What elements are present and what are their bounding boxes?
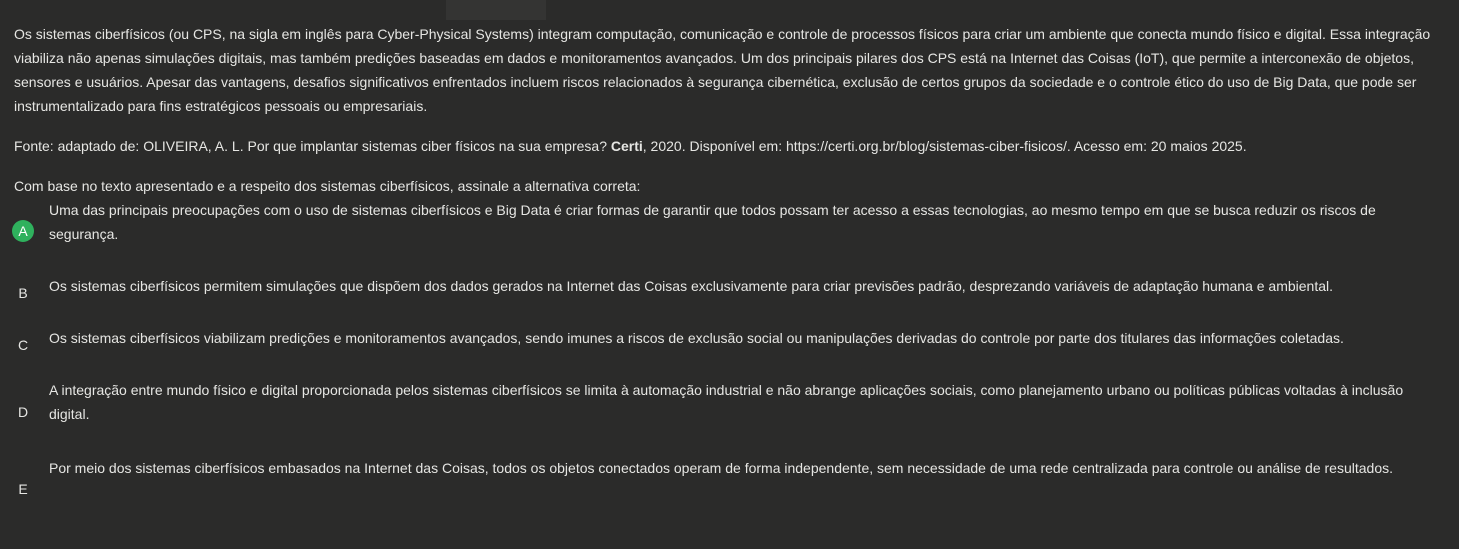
option-b[interactable] [0,274,1445,301]
option-c[interactable] [0,326,1445,353]
option-e-text[interactable]: Por meio dos sistemas ciberfísicos embasados na Internet das Coisas, todos os objetos conectados operam de forma independente, sem necessidade de uma rede centralizada para controle ou análise de resultados. [49,460,1393,476]
option-c-text[interactable]: Os sistemas ciberfísicos viabilizam predições e monitoramentos avançados, sendo imunes a riscos de exclusão social ou manipulações derivadas do controle por parte dos titulares das informações coletadas. [49,330,1344,346]
option-d[interactable] [0,378,1445,426]
option-d-letter[interactable]: D [17,404,29,420]
option-d-text[interactable]: A integração entre mundo físico e digital proporcionada pelos sistemas ciberfísicos se limita à automação industrial e não abrange aplicações sociais, como planejamento urbano ou políticas públicas voltadas à inclusão digital. [49,382,1404,422]
option-e-letter[interactable]: E [18,481,28,497]
option-a-letter[interactable]: A [12,220,34,242]
option-a[interactable] [0,198,1445,246]
top-tab-strip [446,0,546,20]
option-b-letter[interactable]: B [18,285,28,301]
option-e[interactable] [0,456,1445,504]
source-suffix: , 2020. Disponível em: https://certi.org.br/blog/sistemas-ciber-fisicos/. Acesso em: 20 maios 2025. [642,138,1247,154]
source-publication: Certi [610,138,643,154]
question-body [14,22,1446,198]
option-b-text[interactable]: Os sistemas ciberfísicos permitem simulações que dispõem dos dados gerados na Internet das Coisas exclusivamente para criar previsões padrão, desprezando variáveis de adaptação humana e ambiental. [49,278,1334,294]
option-c-letter[interactable]: C [17,337,29,353]
option-a-text[interactable]: Uma das principais preocupações com o uso de sistemas ciberfísicos e Big Data é criar formas de garantir que todos possam ter acesso a essas tecnologias, ao mesmo tempo em que se busca reduzir os riscos de segurança. [49,202,1376,242]
source-citation [14,134,1446,158]
question-prompt: Com base no texto apresentado e a respeito dos sistemas ciberfísicos, assinale a alternativa correta: [14,178,641,194]
intro-paragraph: Os sistemas ciberfísicos (ou CPS, na sigla em inglês para Cyber-Physical Systems) integram computação, comunicação e controle de processos físicos para criar um ambiente que conecta mundo físico e digital. Essa integração viabiliza não apenas simulações digitais, mas também predições baseadas em dados e monitoramentos avançados. Um dos principais pilares dos CPS está na Internet das Coisas (IoT), que permite a interconexão de objetos, sensores e usuários. Apesar das vantagens, desafios significativos enfrentados incluem riscos relacionados à segurança cibernética, exclusão de certos grupos da sociedade e o controle ético do uso de Big Data, que pode ser instrumentalizado para fins estratégicos pessoais ou empresariais. [14,26,1431,114]
source-prefix: Fonte: adaptado de: OLIVEIRA, A. L. Por que implantar sistemas ciber físicos na sua empresa? [14,138,611,154]
